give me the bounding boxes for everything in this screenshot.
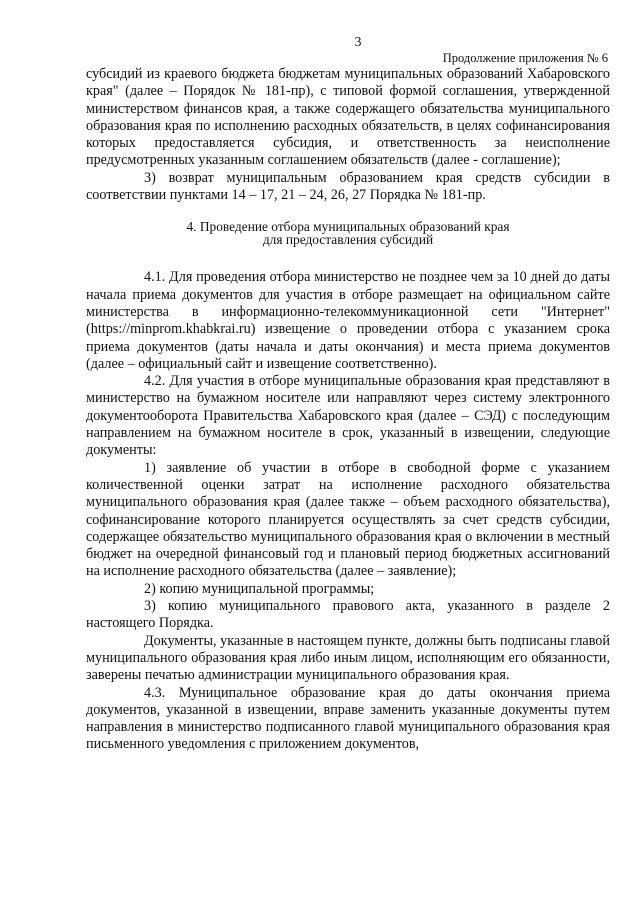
paragraph-signature-requirements: Документы, указанные в настоящем пункте, должны быть подписаны главой муниципального образования края либо иным лицом, исполняющим его обязанности, заверены печатью администрации муниципального образования края. <box>86 632 610 684</box>
paragraph-subsidy-return: 3) возврат муниципальным образованием края средств субсидии в соответствии пунктами 14 – 17, 21 – 24, 26, 27 Порядка № 181-пр. <box>86 169 610 204</box>
section-title <box>86 220 610 246</box>
list-item-application: 1) заявление об участии в отборе в свободной форме с указанием количественной оценки затрат на исполнение расходного обязательства муниципального образования края (далее также – объем расходного обязательства), софинансирование которого планируется осуществлять за счет средств субсидии, содержащее обязательство муниципального образования края о включении в местный бюджет на очередной финансовый год и плановый период бюджетных ассигнований на исполнение расходного обязательства (далее – заявление); <box>86 459 610 580</box>
list-item-legal-act-copy: 3) копию муниципального правового акта, указанного в разделе 2 настоящего Порядка. <box>86 598 610 632</box>
paragraph-4-3: 4.3. Муниципальное образование края до даты окончания приема документов, указанной в извещении, вправе заменить указанные документы путем направления в министерство подписанного главой муниципального образования края письменного уведомления с приложением документов, <box>86 684 610 753</box>
paragraph-4-2: 4.2. Для участия в отборе муниципальные образования края представляют в министерство на бумажном носителе или направляют через систему электронного документооборота Правительства Хабаровского края (далее – СЭД) с последующим направлением на бумажном носителе в срок, указанный в извещении, следующие документы: <box>86 373 610 459</box>
list-item-program-copy: 2) копию муниципальной программы; <box>144 580 375 597</box>
paragraph-agreement-continuation: субсидий из краевого бюджета бюджетам муниципальных образований Хабаровского края" (далее – Порядок № 181-пр), с типовой формой соглашения, утвержденной министерством финансов края, а также содержащего обязательства муниципального образования края по исполнению расходных обязательств, в целях софинансирования которых предоставляется субсидия, и ответственность за неисполнение предусмотренных указанным соглашением обязательств (далее - соглашение); <box>86 66 610 169</box>
page-number: 3 <box>354 35 362 50</box>
document-body <box>86 66 610 754</box>
section-title-line-1: 4. Проведение отбора муниципальных образований края <box>186 219 510 235</box>
paragraph-4-1: 4.1. Для проведения отбора министерство не позднее чем за 10 дней до даты начала приема документов для участия в отборе размещает на официальном сайте министерства в информационно-телекоммуникационной сети "Интернет" (https://minprom.khabkrai.ru) извещение о проведении отбора с указанием срока приема документов (даты начала и даты окончания) и места приема документов (далее – официальный сайт и извещение соответственно). <box>86 269 610 372</box>
continuation-note: Продолжение приложения № 6 <box>442 51 608 65</box>
section-title-line-2: для предоставления субсидий <box>262 232 434 248</box>
